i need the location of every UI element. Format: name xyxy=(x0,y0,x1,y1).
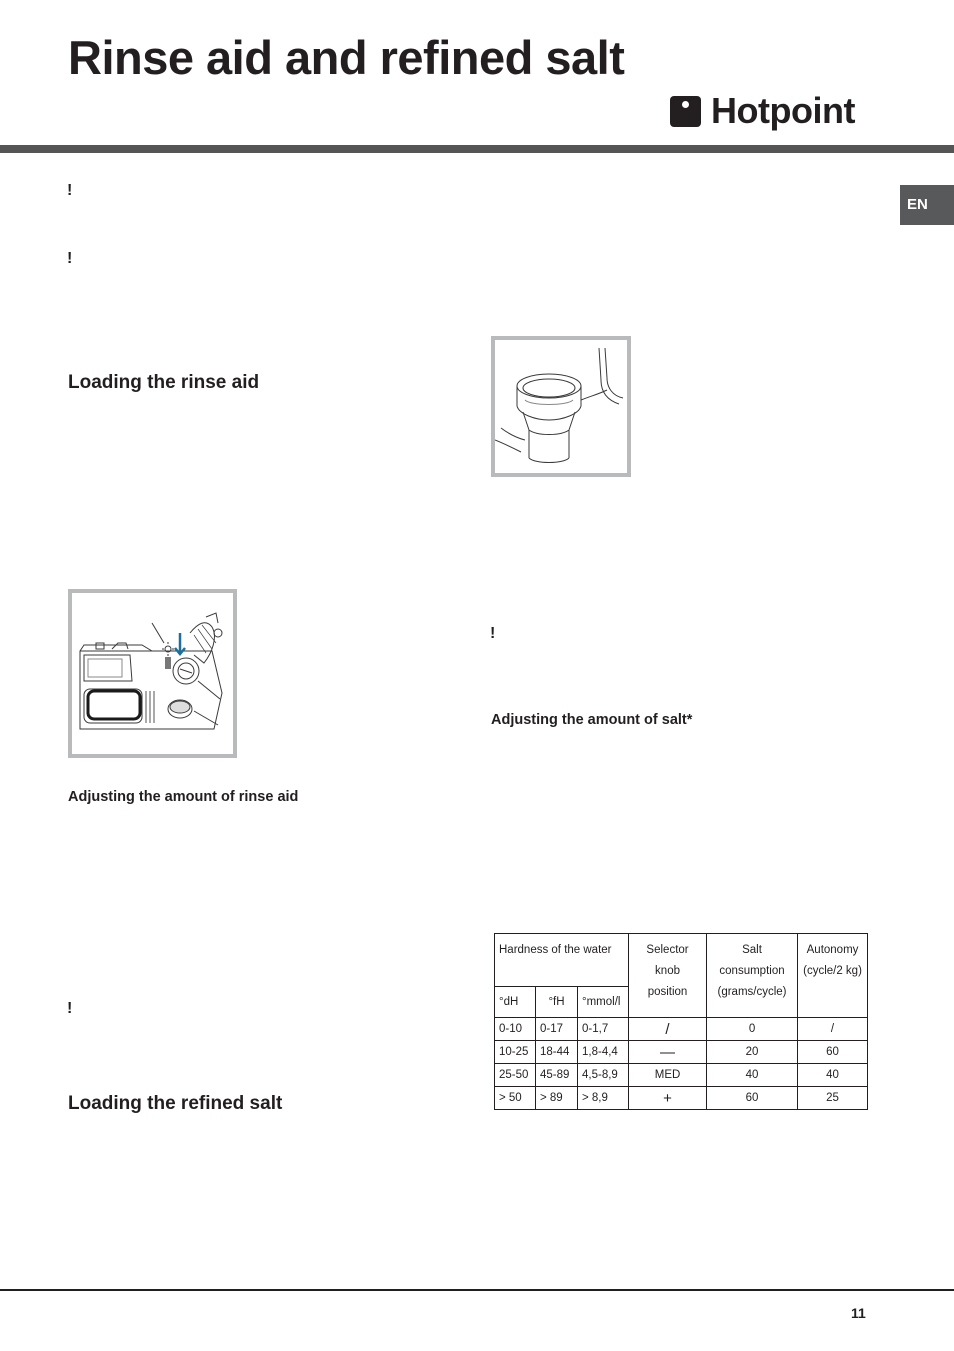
cell-dh: 25-50 xyxy=(495,1064,536,1087)
brand-logo xyxy=(670,90,855,131)
page-title: Rinse aid and refined salt xyxy=(68,31,625,84)
table-header-row xyxy=(495,934,868,987)
notice-mark: ! xyxy=(67,182,73,199)
cell-autonomy: 60 xyxy=(798,1041,868,1064)
cell-dh: 10-25 xyxy=(495,1041,536,1064)
notice-mark: ! xyxy=(67,1000,73,1017)
cell-dh: 0-10 xyxy=(495,1018,536,1041)
cell-mmol: 1,8-4,4 xyxy=(578,1041,629,1064)
cell-autonomy: / xyxy=(798,1018,868,1041)
cell-consumption: 40 xyxy=(707,1064,798,1087)
cell-fh: 45-89 xyxy=(536,1064,578,1087)
notice-mark: ! xyxy=(490,625,496,642)
header-salt-consumption: Salt consumption (grams/cycle) xyxy=(707,934,798,1018)
cell-mmol: > 8,9 xyxy=(578,1087,629,1110)
cell-mmol: 4,5-8,9 xyxy=(578,1064,629,1087)
header-hardness: Hardness of the water xyxy=(495,934,629,987)
water-hardness-table xyxy=(494,933,868,1110)
page-number: 11 xyxy=(851,1305,866,1321)
cell-mmol: 0-1,7 xyxy=(578,1018,629,1041)
subheading-adjusting-rinse-aid: Adjusting the amount of rinse aid xyxy=(68,789,299,805)
header-unit-fh: °fH xyxy=(536,987,578,1018)
table-row xyxy=(495,1064,868,1087)
header-autonomy: Autonomy (cycle/2 kg) xyxy=(798,934,868,1018)
heading-loading-rinse-aid: Loading the rinse aid xyxy=(68,372,260,393)
cell-dh: > 50 xyxy=(495,1087,536,1110)
cell-selector: + xyxy=(629,1087,707,1110)
table-row xyxy=(495,1041,868,1064)
table-row xyxy=(495,1087,868,1110)
cell-selector: — xyxy=(629,1041,707,1064)
language-tab: EN xyxy=(900,185,954,225)
subheading-adjusting-salt: Adjusting the amount of salt* xyxy=(491,712,693,728)
cell-fh: > 89 xyxy=(536,1087,578,1110)
hotpoint-logo-icon xyxy=(670,96,701,127)
cell-consumption: 20 xyxy=(707,1041,798,1064)
cell-fh: 0-17 xyxy=(536,1018,578,1041)
table-row xyxy=(495,1018,868,1041)
cell-selector: / xyxy=(629,1018,707,1041)
rinse-aid-dispenser-illustration xyxy=(68,589,237,758)
cell-selector: MED xyxy=(629,1064,707,1087)
cell-autonomy: 25 xyxy=(798,1087,868,1110)
cell-fh: 18-44 xyxy=(536,1041,578,1064)
header-unit-mmol: °mmol/l xyxy=(578,987,629,1018)
heading-loading-refined-salt: Loading the refined salt xyxy=(68,1093,283,1114)
header-selector-knob: Selector knob position xyxy=(629,934,707,1018)
cell-consumption: 60 xyxy=(707,1087,798,1110)
salt-reservoir-illustration xyxy=(491,336,631,477)
header-unit-dh: °dH xyxy=(495,987,536,1018)
notice-mark: ! xyxy=(67,250,73,267)
cell-autonomy: 40 xyxy=(798,1064,868,1087)
cell-consumption: 0 xyxy=(707,1018,798,1041)
footer-divider xyxy=(0,1289,954,1291)
header-divider xyxy=(0,145,954,153)
brand-name: Hotpoint xyxy=(711,90,855,131)
